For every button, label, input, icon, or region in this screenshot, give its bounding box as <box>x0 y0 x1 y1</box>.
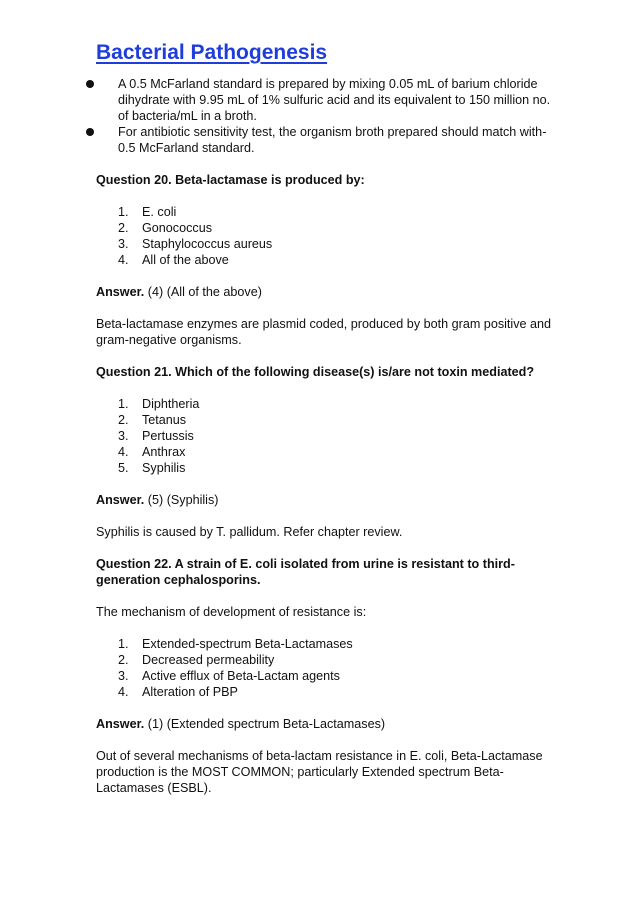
answer-20: Answer. (4) (All of the above) <box>96 285 262 299</box>
answer-21: Answer. (5) (Syphilis) <box>96 493 219 507</box>
option-item: 4. Anthrax <box>118 445 186 459</box>
bullet-list <box>96 76 556 156</box>
bullet-dot-icon <box>86 128 94 136</box>
option-item: 2. Decreased permeability <box>118 653 275 667</box>
option-item: 3. Active efflux of Beta-Lactam agents <box>118 669 340 683</box>
bullet-item: For antibiotic sensitivity test, the organism broth prepared should match with- 0.5 McFarland standard. <box>96 124 556 156</box>
answer-22: Answer. (1) (Extended spectrum Beta-Lactamases) <box>96 717 386 731</box>
question-21: Question 21. Which of the following disease(s) is/are not toxin mediated? <box>96 365 535 379</box>
option-item: 1. E. coli <box>118 205 177 219</box>
explanation-21: Syphilis is caused by T. pallidum. Refer chapter review. <box>96 525 403 539</box>
option-item: 4. All of the above <box>118 253 229 267</box>
bullet-item: A 0.5 McFarland standard is prepared by mixing 0.05 mL of barium chloride dihydrate with 9.95 mL of 1% sulfuric acid and its equivalent to 150 million no. of bacteria/mL in a broth. <box>96 76 556 124</box>
explanation-22: Out of several mechanisms of beta-lactam resistance in E. coli, Beta-Lactamase production is the MOST COMMON; particularly Extended spectrum Beta-Lactamases (ESBL). <box>96 749 543 795</box>
q22-options <box>96 636 556 700</box>
option-item: 2. Gonococcus <box>118 221 213 235</box>
option-item: 2. Tetanus <box>118 413 187 427</box>
question-22: Question 22. A strain of E. coli isolated from urine is resistant to third-generation cephalosporins. <box>96 557 515 587</box>
q22-lead: The mechanism of development of resistance is: <box>96 605 367 619</box>
explanation-20: Beta-lactamase enzymes are plasmid coded, produced by both gram positive and gram-negative organisms. <box>96 317 552 347</box>
option-item: 1. Diphtheria <box>118 397 200 411</box>
document-page <box>96 38 556 796</box>
option-item: 4. Alteration of PBP <box>118 685 238 699</box>
option-item: 1. Extended-spectrum Beta-Lactamases <box>118 637 353 651</box>
option-item: 3. Staphylococcus aureus <box>118 237 273 251</box>
option-item: 3. Pertussis <box>118 429 194 443</box>
bullet-dot-icon <box>86 80 94 88</box>
question-20: Question 20. Beta-lactamase is produced by: <box>96 173 365 187</box>
option-item: 5. Syphilis <box>118 461 186 475</box>
page-title: Bacterial Pathogenesis <box>96 41 328 64</box>
q21-options <box>96 396 556 476</box>
q20-options <box>96 204 556 268</box>
